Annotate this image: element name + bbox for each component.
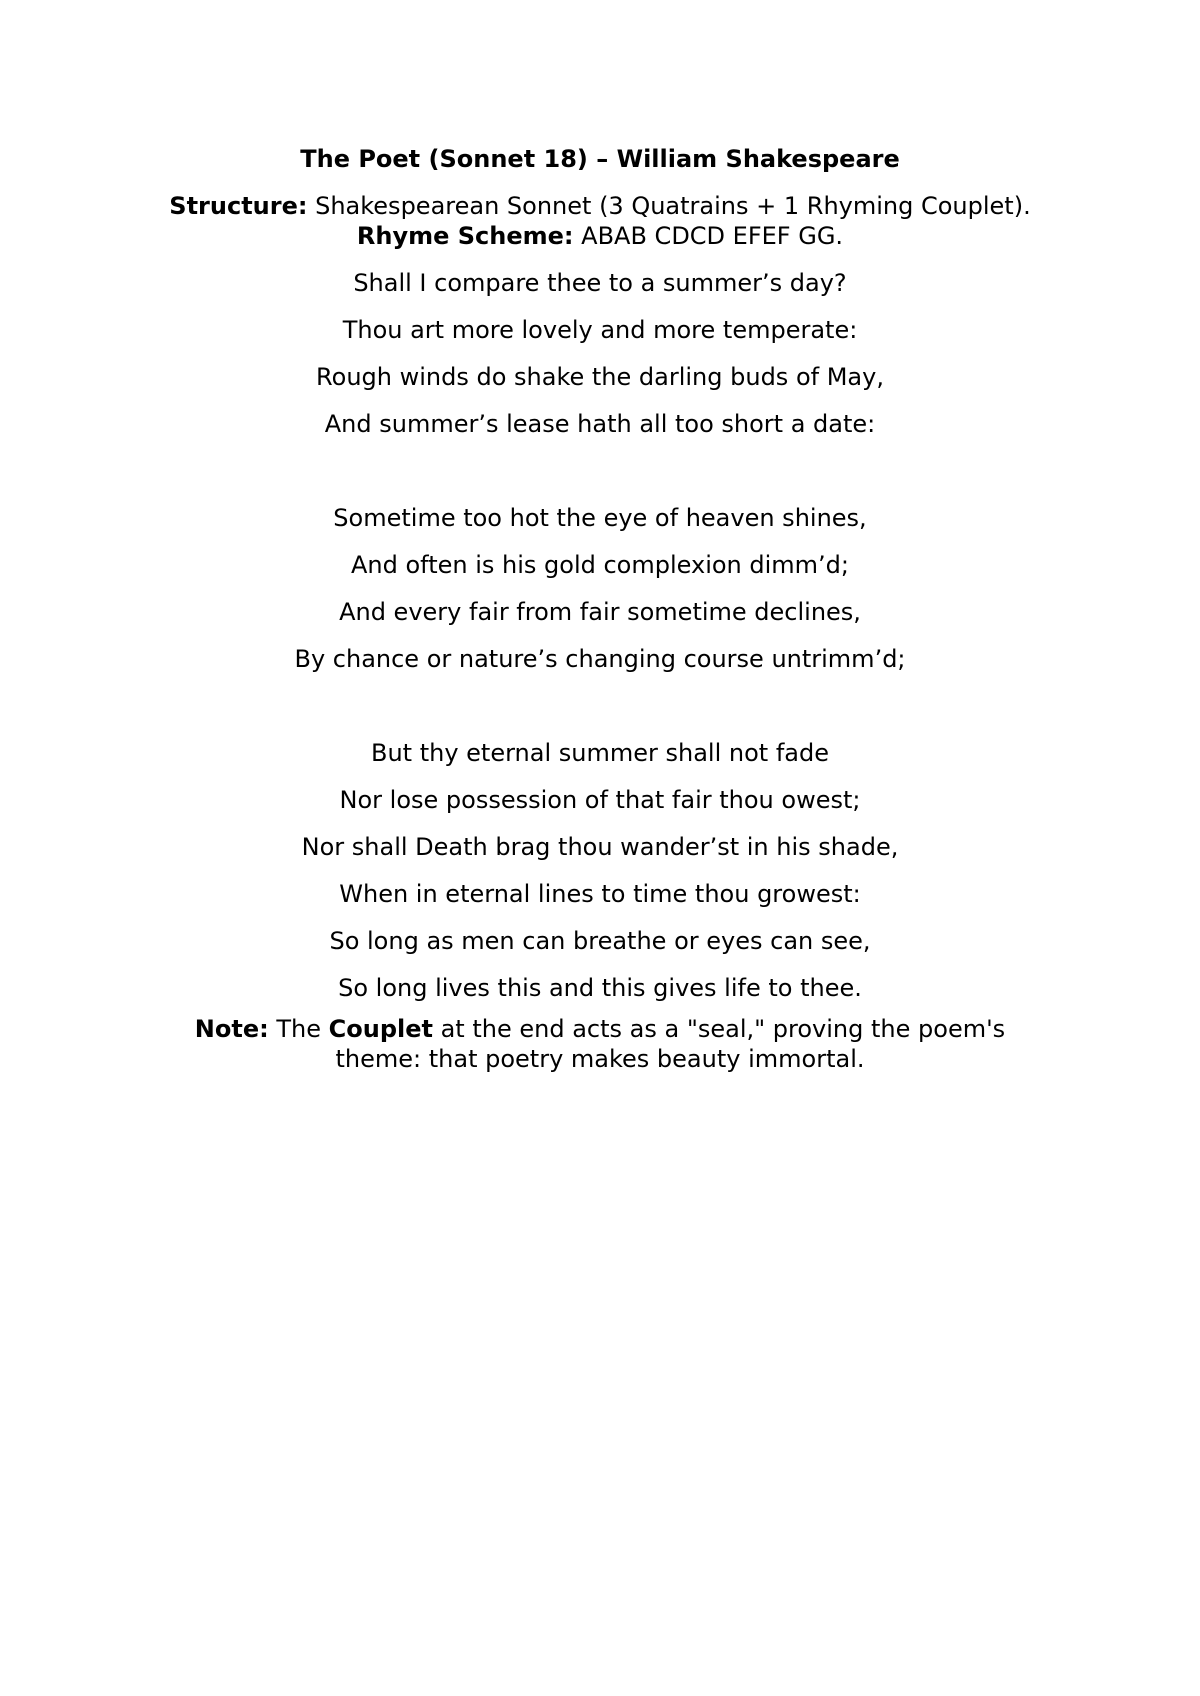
poem-line: But thy eternal summer shall not fade (371, 739, 829, 767)
structure-label: Structure: (169, 192, 308, 220)
note-label: Note: (194, 1015, 269, 1043)
poem-line: Thou art more lovely and more temperate: (342, 316, 858, 344)
structure-text: Shakespearean Sonnet (3 Quatrains + 1 Rhyming Couplet). (307, 192, 1031, 220)
poem-line: So long lives this and this gives life to thee. (338, 974, 862, 1002)
poem-line: By chance or nature’s changing course untrimm’d; (294, 645, 906, 673)
rhyme-scheme-label: Rhyme Scheme: (356, 222, 574, 250)
poem-line: Sometime too hot the eye of heaven shines, (333, 504, 867, 532)
rhyme-scheme-text: ABAB CDCD EFEF GG. (573, 222, 844, 250)
poem-line: Nor lose possession of that fair thou owest; (339, 786, 861, 814)
poem-line: And every fair from fair sometime declines, (339, 598, 861, 626)
poem-line: And often is his gold complexion dimm’d; (351, 551, 849, 579)
structure-line (0, 191, 1200, 221)
note-text-after: at the end acts as a "seal," proving the poem's (432, 1015, 1006, 1043)
poem-line: Shall I compare thee to a summer’s day? (353, 269, 847, 297)
document-title: The Poet (Sonnet 18) – William Shakespeare (300, 145, 900, 173)
poem-line: Rough winds do shake the darling buds of May, (316, 363, 884, 391)
note-line-2: theme: that poetry makes beauty immortal. (335, 1045, 865, 1073)
poem-line: Nor shall Death brag thou wander’st in his shade, (301, 833, 899, 861)
note-line (0, 1014, 1200, 1044)
note-text-before: The (268, 1015, 329, 1043)
poem-line: When in eternal lines to time thou growest: (339, 880, 861, 908)
rhyme-scheme-line (0, 221, 1200, 251)
poem-line: So long as men can breathe or eyes can see, (329, 927, 871, 955)
note-emphasis: Couplet (328, 1015, 433, 1043)
poem-line: And summer’s lease hath all too short a date: (324, 410, 876, 438)
